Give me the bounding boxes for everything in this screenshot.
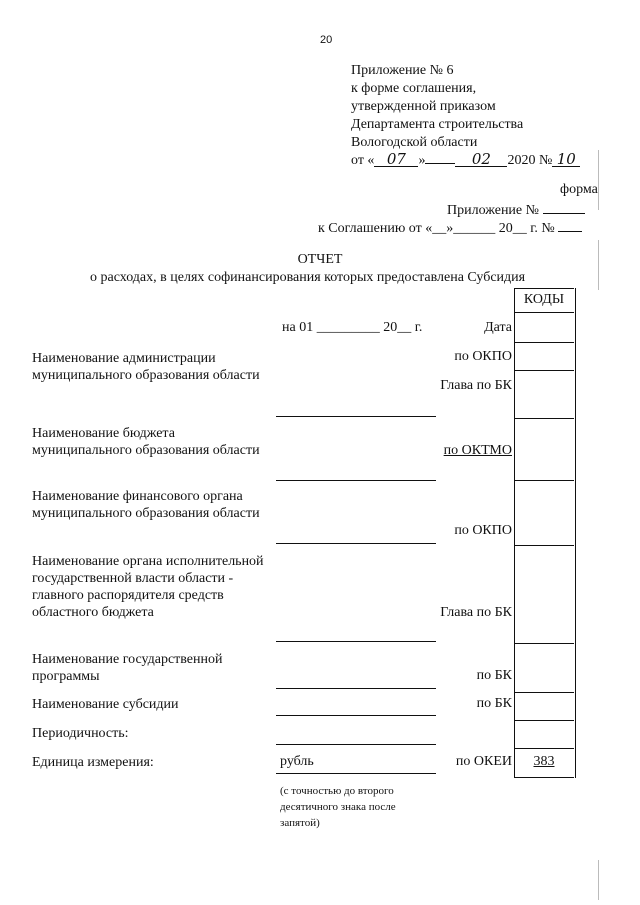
codes-cell-oktmo: [514, 418, 574, 419]
codes-top-border: [514, 288, 574, 289]
date-day: 07: [374, 153, 418, 167]
page-number: 20: [320, 34, 333, 46]
row-executive-line: [276, 641, 436, 642]
scan-edge-line-3: [598, 860, 599, 900]
appendix-line-2: к форме соглашения,: [351, 81, 477, 96]
date-prefix: от «: [351, 153, 375, 168]
row-unit-code-1: по ОКЕИ: [455, 754, 512, 769]
codes-cell-okei: [514, 748, 574, 749]
row-unit-label: Единица измерения:: [32, 755, 154, 770]
scan-edge-line-2: [598, 240, 599, 290]
row-subsidy-code-1: по БК: [476, 696, 512, 711]
precision-note: (с точностью до второго десятичного знака после запятой): [280, 785, 396, 829]
row-administration-code-1: по ОКПО: [454, 349, 512, 364]
row-finance-line: [276, 543, 436, 544]
row-budget-line: [276, 480, 436, 481]
appendix-line-1: Приложение № 6: [351, 63, 454, 78]
form-label: форма: [560, 182, 598, 197]
agreement-appendix-text: Приложение №: [447, 203, 539, 218]
agreement-line-2: [318, 218, 582, 237]
row-administration-line: [276, 416, 436, 417]
row-periodicity-line: [276, 744, 436, 745]
codes-cell-date: [514, 312, 574, 313]
row-administration-label: Наименование администрации муниципального образования области: [32, 351, 260, 383]
okei-code-value: 383: [533, 754, 555, 769]
agreement-appendix-blank: [543, 200, 585, 214]
codes-cell-okpo-1: [514, 342, 574, 343]
row-executive-label: Наименование органа исполнительной государственной власти области - главного распорядителя средств областного бюджета: [32, 554, 264, 620]
row-budget-code-1: по ОКТМО: [443, 443, 512, 458]
date-gap: [425, 150, 455, 164]
date-year: 2020 №: [507, 153, 553, 168]
codes-cell-okpo-2: [514, 480, 574, 481]
date-month: 02: [455, 153, 507, 167]
agreement-date-text: к Соглашению от «__»______ 20__ г. №: [318, 221, 555, 236]
codes-bottom-border: [514, 777, 574, 778]
scan-edge-line-1: [598, 150, 599, 210]
codes-header: КОДЫ: [523, 292, 565, 307]
codes-cell-bk-4: [514, 692, 574, 693]
row-finance-code-1: по ОКПО: [454, 523, 512, 538]
date-number: 10: [552, 153, 580, 167]
agreement-line-1: [447, 200, 585, 219]
row-finance-label: Наименование финансового органа муниципального образования области: [32, 489, 260, 521]
appendix-line-4: Департамента строительства: [351, 117, 524, 132]
codes-cell-bk-2: [514, 545, 574, 546]
row-subsidy-label: Наименование субсидии: [32, 697, 179, 712]
appendix-line-3: утвержденной приказом: [351, 99, 496, 114]
date-mid: »: [418, 153, 426, 168]
agreement-number-blank: [558, 218, 582, 232]
appendix-date-line: [351, 150, 580, 170]
row-executive-code-1: Глава по БК: [440, 605, 512, 620]
row-periodicity-label: Периодичность:: [32, 726, 129, 741]
codes-column: [514, 288, 576, 778]
report-subtitle: о расходах, в целях софинансирования которых предоставлена Субсидия: [90, 270, 526, 285]
row-subsidy-line: [276, 715, 436, 716]
row-program-label: Наименование государственной программы: [32, 652, 223, 684]
row-budget-label: Наименование бюджета муниципального образования области: [32, 426, 260, 458]
row-unit-line: [276, 773, 436, 774]
date-code-label: Дата: [484, 320, 512, 335]
row-administration-code-2: Глава по БК: [440, 378, 512, 393]
codes-cell-bk-3: [514, 643, 574, 644]
report-title: ОТЧЕТ: [297, 252, 343, 267]
codes-cell-blank: [514, 720, 574, 721]
codes-cell-bk-1: [514, 370, 574, 371]
row-unit-value: рубль: [280, 754, 314, 769]
report-date: на 01 _________ 20__ г.: [282, 320, 423, 335]
appendix-line-5: Вологодской области: [351, 135, 478, 150]
row-program-line: [276, 688, 436, 689]
row-program-code-1: по БК: [476, 668, 512, 683]
